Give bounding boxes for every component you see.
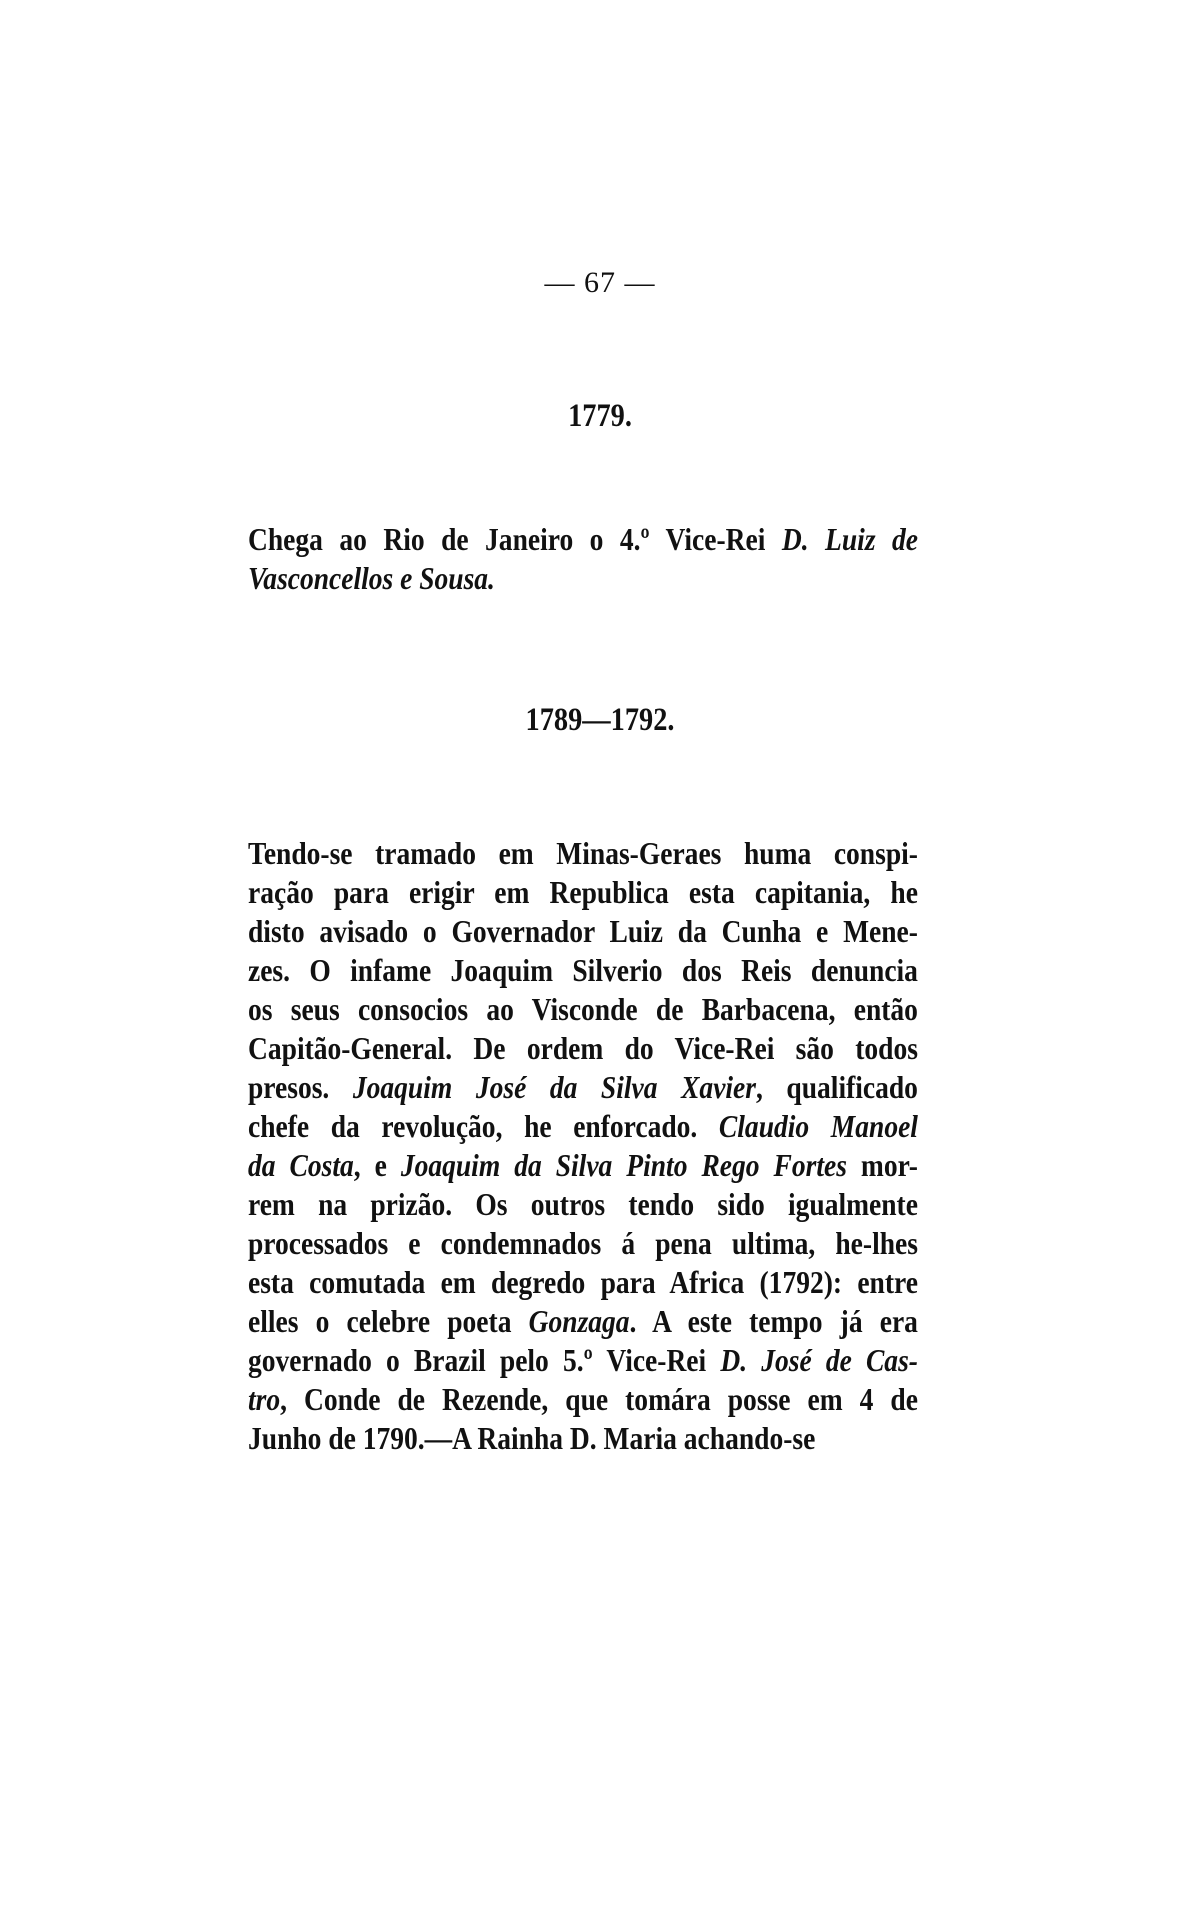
italic-text-run: D. José de Cas- <box>720 1342 918 1378</box>
text-run: Chega ao Rio de Janeiro o 4.º Vice-Rei <box>248 521 782 557</box>
text-line <box>248 559 918 598</box>
text-run: disto avisado o Governador Luiz da Cunha e Mene- <box>248 913 918 949</box>
text-line <box>248 912 918 951</box>
text-run: , e <box>353 1147 401 1183</box>
text-line <box>248 1146 918 1185</box>
text-line <box>248 1341 918 1380</box>
text-line <box>248 951 918 990</box>
text-line <box>248 1029 918 1068</box>
text-run: Capitão-General. De ordem do Vice-Rei são todos <box>248 1030 918 1066</box>
italic-text-run: Joaquim José da Silva Xavier <box>352 1069 756 1105</box>
italic-text-run: Claudio Manoel <box>718 1108 918 1144</box>
text-run: , qualificado <box>755 1069 918 1105</box>
text-line <box>248 1302 918 1341</box>
text-line <box>248 1107 918 1146</box>
italic-text-run: tro <box>248 1381 281 1417</box>
italic-text-run: D. Luiz de <box>781 521 918 557</box>
text-run: , Conde de Rezende, que tomára posse em 4 de <box>280 1381 918 1417</box>
text-line <box>248 1068 918 1107</box>
text-run: mor- <box>846 1147 918 1183</box>
italic-text-run: Gonzaga <box>528 1303 630 1339</box>
year-heading-1789-1792: 1789—1792. <box>525 702 675 738</box>
text-line <box>248 834 918 873</box>
page-number: — 67 — <box>544 266 656 299</box>
text-run: rem na prizão. Os outros tendo sido igualmente <box>248 1186 918 1222</box>
text-line <box>248 1419 918 1458</box>
text-run: Junho de 1790.—A Rainha D. Maria achando-se <box>248 1420 816 1456</box>
text-line <box>248 1185 918 1224</box>
text-run: governado o Brazil pelo 5.º Vice-Rei <box>248 1342 721 1378</box>
year-heading-1779: 1779. <box>568 398 632 434</box>
text-run: presos. <box>248 1069 353 1105</box>
paragraph-1779 <box>248 520 918 598</box>
text-run: ração para erigir em Republica esta capitania, he <box>248 874 918 910</box>
text-run: Tendo-se tramado em Minas-Geraes huma conspi- <box>248 835 918 871</box>
text-line <box>248 520 918 559</box>
text-run: . A este tempo já era <box>629 1303 918 1339</box>
text-line <box>248 1380 918 1419</box>
text-line <box>248 1263 918 1302</box>
text-run: elles o celebre poeta <box>248 1303 529 1339</box>
text-line <box>248 1224 918 1263</box>
text-line <box>248 990 918 1029</box>
text-run: chefe da revolução, he enforcado. <box>248 1108 719 1144</box>
italic-text-run: da Costa <box>248 1147 354 1183</box>
italic-text-run: Joaquim da Silva Pinto Rego Fortes <box>400 1147 847 1183</box>
text-run: esta comutada em degredo para Africa (1792): entre <box>248 1264 918 1300</box>
text-run: processados e condemnados á pena ultima, he-lhes <box>248 1225 918 1261</box>
paragraph-1789-1792 <box>248 834 918 1458</box>
text-run: zes. O infame Joaquim Silverio dos Reis denuncia <box>248 952 918 988</box>
text-line <box>248 873 918 912</box>
text-run: os seus consocios ao Visconde de Barbacena, então <box>248 991 918 1027</box>
italic-text-run: Vasconcellos e Sousa. <box>248 560 495 596</box>
